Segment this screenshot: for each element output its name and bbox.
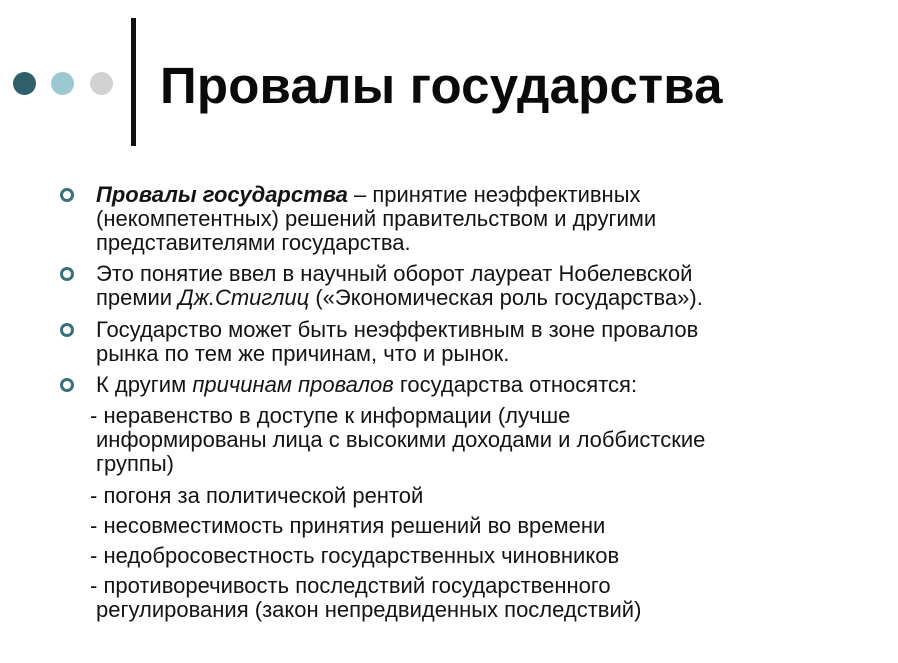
sub-item	[90, 484, 880, 508]
bullet-ring-icon	[60, 323, 74, 337]
line-text: информированы лица с высокими доходами и лоббистские	[96, 427, 706, 452]
decor-dot-dark	[13, 72, 36, 95]
line-text: регулирования (закон непредвиденных последствий)	[96, 597, 642, 622]
list-item	[96, 183, 876, 255]
line-text: Это понятие ввел в научный оборот лауреат Нобелевской	[96, 261, 693, 286]
name-text: Дж.Стиглиц	[178, 285, 310, 310]
bullet-ring-icon	[60, 378, 74, 392]
line-text: Государство может быть неэффективным в зоне провалов	[96, 317, 699, 342]
decor-dot-light	[51, 72, 74, 95]
term-text: Провалы государства	[96, 182, 348, 207]
bullet-ring-icon	[60, 188, 74, 202]
title-divider	[131, 18, 136, 146]
sub-item	[90, 514, 880, 538]
line-text: - противоречивость последствий государственного	[90, 573, 611, 598]
line-text: – принятие неэффективных	[347, 182, 641, 207]
line-text: рынка по тем же причинам, что и рынок.	[96, 341, 510, 366]
line-text: - недобросовестность государственных чиновников	[90, 543, 620, 568]
line-text: (некомпетентных) решений правительством и другими	[96, 206, 657, 231]
bullet-ring-icon	[60, 267, 74, 281]
page-title: Провалы государства	[160, 57, 723, 114]
sub-item	[90, 544, 880, 568]
emphasis-text: причинам провалов	[192, 372, 394, 397]
sub-item	[90, 574, 880, 622]
line-text: государства относятся:	[393, 372, 638, 397]
line-text: - несовместимость принятия решений во времени	[90, 513, 606, 538]
sub-item	[90, 404, 880, 476]
list-item	[96, 318, 876, 366]
line-text: - неравенство в доступе к информации (лучше	[90, 403, 571, 428]
line-text: представителями государства.	[96, 230, 411, 255]
line-text: группы)	[96, 451, 174, 476]
line-text: («Экономическая роль государства»).	[309, 285, 703, 310]
line-text: К другим	[96, 372, 193, 397]
line-text: премии	[96, 285, 179, 310]
list-item	[96, 262, 876, 310]
line-text: - погоня за политической рентой	[90, 483, 424, 508]
decor-dot-gray	[90, 72, 113, 95]
list-item	[96, 373, 876, 397]
